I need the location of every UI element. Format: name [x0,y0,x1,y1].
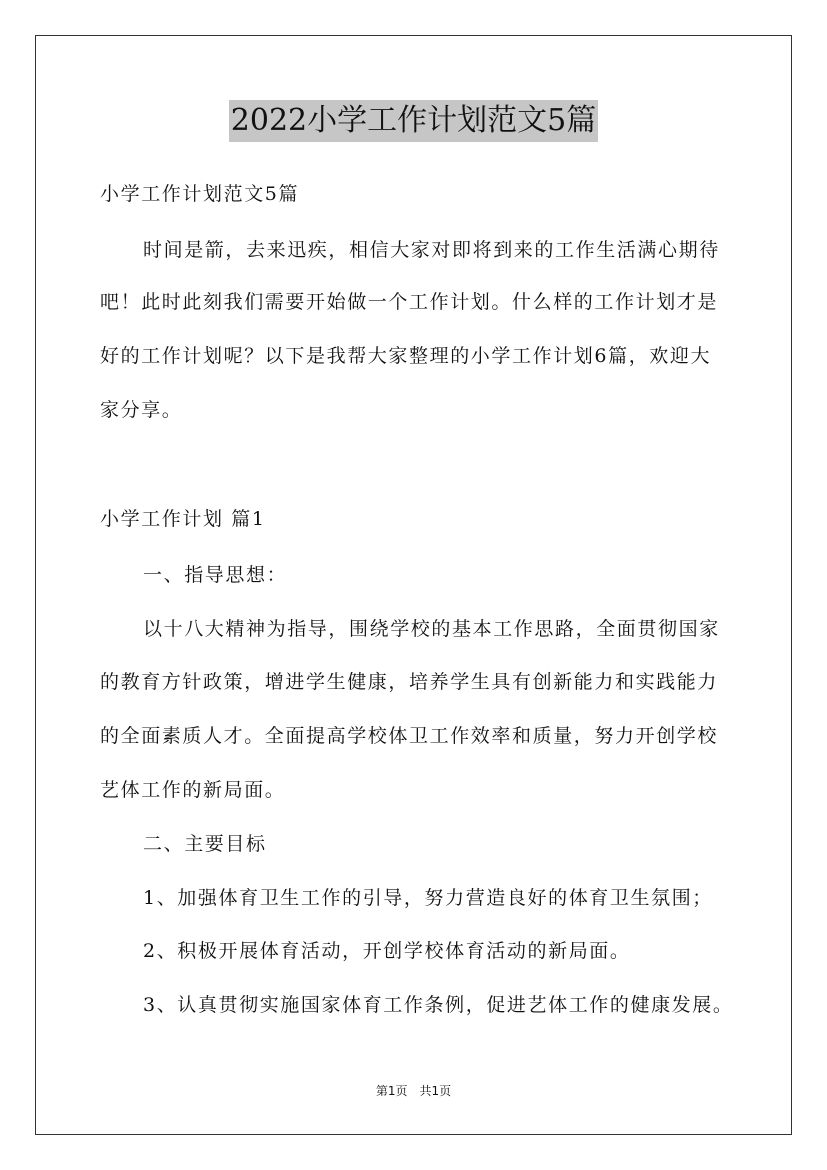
guiding-line-4: 艺体工作的新局面。 [100,779,286,801]
goal-item-3: 3、认真贯彻实施国家体育工作条例，促进艺体工作的健康发展。 [143,994,734,1016]
goals-heading: 二、主要目标 [143,833,267,855]
guiding-line-2: 的教育方针政策，增进学生健康，培养学生具有创新能力和实践能力 [100,671,719,693]
guiding-line-3: 的全面素质人才。全面提高学校体卫工作效率和质量，努力开创学校 [100,725,719,747]
intro-line-4: 家分享。 [100,399,183,421]
guiding-heading: 一、指导思想： [143,564,288,586]
goal-item-1: 1、加强体育卫生工作的引导，努力营造良好的体育卫生氛围； [143,887,713,909]
goal-item-2: 2、积极开展体育活动，开创学校体育活动的新局面。 [143,940,631,962]
page-footer: 第1页 共1页 [375,1084,452,1098]
document-subtitle: 小学工作计划范文5篇 [100,183,300,205]
section-heading: 小学工作计划 篇1 [100,508,266,530]
intro-line-3: 好的工作计划呢？以下是我帮大家整理的小学工作计划6篇，欢迎大 [100,345,712,367]
intro-line-2: 吧！此时此刻我们需要开始做一个工作计划。什么样的工作计划才是 [100,291,719,313]
title-container [0,100,827,142]
guiding-line-1: 以十八大精神为指导，围绕学校的基本工作思路，全面贯彻国家 [143,618,720,640]
document-title: 2022小学工作计划范文5篇 [229,100,598,142]
intro-line-1: 时间是箭，去来迅疾，相信大家对即将到来的工作生活满心期待 [143,239,720,261]
